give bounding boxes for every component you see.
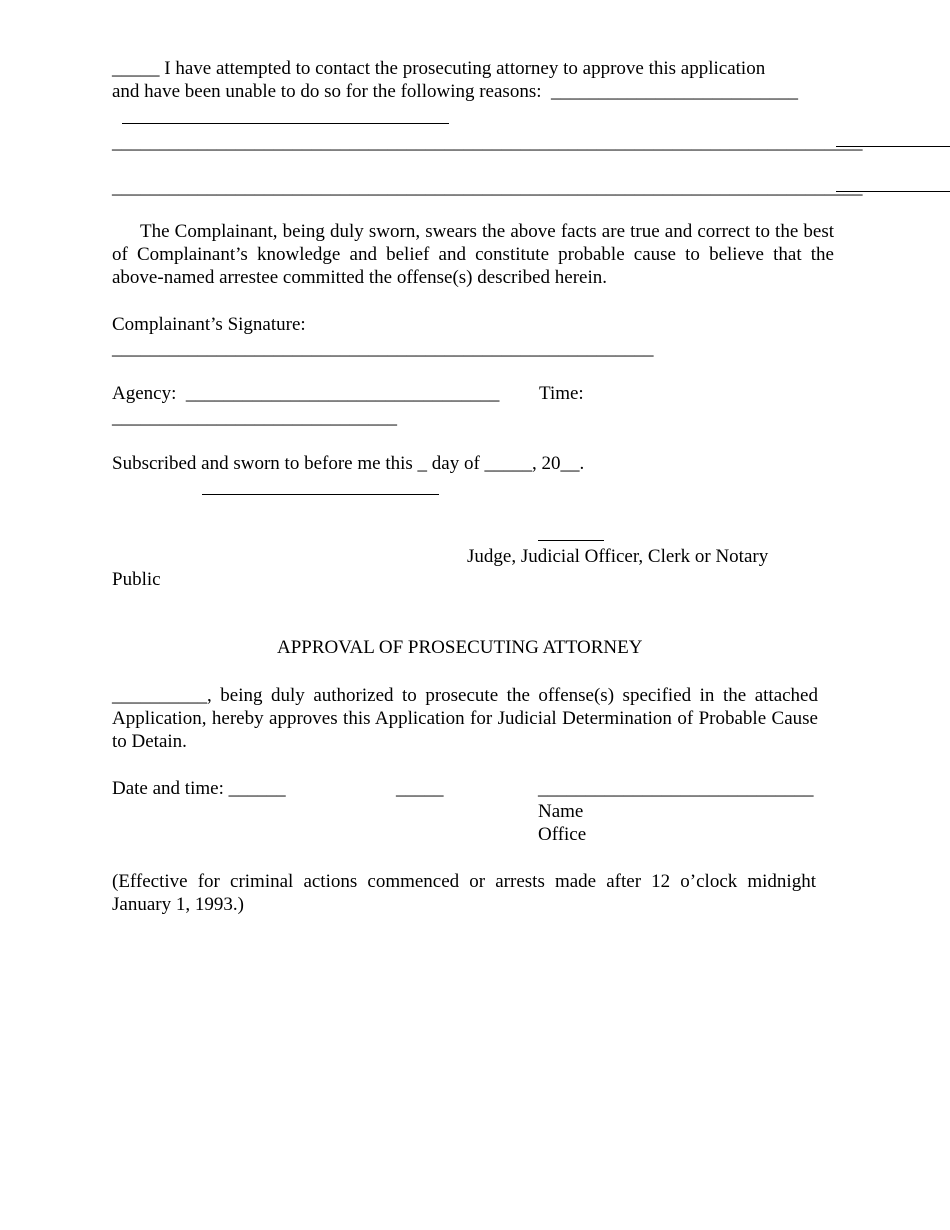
contact-attempt-line-1: _____ I have attempted to contact the prosecuting attorney to approve this application [112, 58, 766, 79]
time-label: Time: [539, 383, 584, 404]
reasons-blank-line-1 [122, 123, 449, 124]
sworn-statement: The Complainant, being duly sworn, swears the above facts are true and correct to the best of Complainant’s knowledge and belief and constitute probable cause to believe that the above-named arrestee committed the offense(s) described herein. [112, 221, 834, 288]
reasons-blank-line-3: _______________________________________________________________________________ [112, 177, 863, 198]
official-title-line-2: Public [112, 569, 161, 590]
contact-attempt-line-2: and have been unable to do so for the following reasons: __________________________ [112, 81, 798, 102]
reasons-line-3-extension [836, 191, 950, 192]
approval-heading: APPROVAL OF PROSECUTING ATTORNEY [277, 637, 643, 658]
name-signature-line: _____________________________ [538, 778, 814, 799]
reasons-line-2-extension [836, 146, 950, 147]
subscribed-sworn-text: Subscribed and sworn to before me this _ day of _____, 20__. [112, 453, 585, 474]
name-label: Name [538, 801, 584, 822]
official-title-line-1: Judge, Judicial Officer, Clerk or Notary [467, 546, 769, 567]
complainant-signature-label: Complainant’s Signature: [112, 314, 306, 335]
effective-note: (Effective for criminal actions commenced or arrests made after 12 o’clock midnight January 1, 1993.) [112, 871, 816, 915]
approval-text: __________, being duly authorized to prosecute the offense(s) specified in the attached Application, hereby approves this Application for Judicial Determination of Probable Cause to Detain. [112, 685, 818, 752]
time-blank-line: ______________________________ [112, 407, 397, 428]
official-signature-line [538, 540, 604, 541]
subscribed-signature-line [202, 494, 439, 495]
time-blank: _____ [396, 778, 444, 799]
date-time-field: Date and time: ______ [112, 778, 286, 799]
reasons-blank-line-2: _______________________________________________________________________________ [112, 132, 863, 153]
agency-field: Agency: _________________________________ [112, 383, 500, 404]
complainant-signature-line: _________________________________________________________ [112, 338, 654, 359]
office-label: Office [538, 824, 587, 845]
